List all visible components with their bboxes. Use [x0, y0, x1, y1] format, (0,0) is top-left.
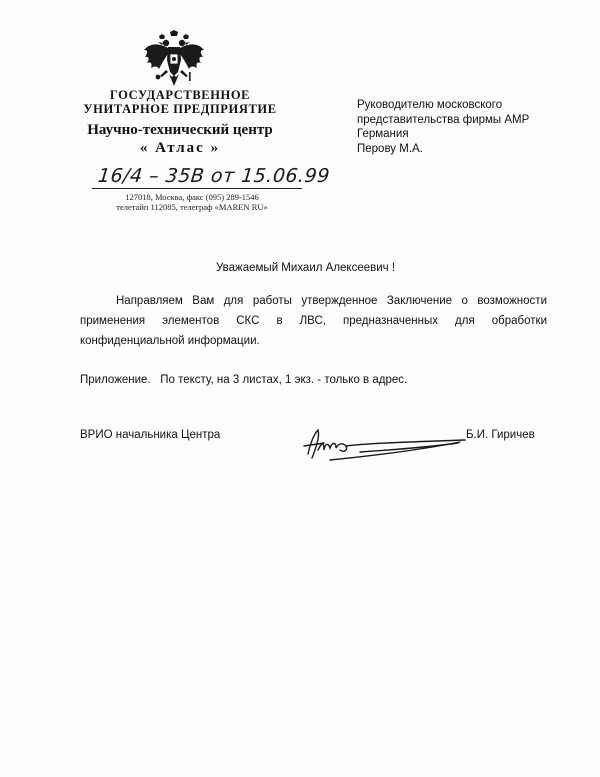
org-type-line2: УНИТАРНОЕ ПРЕДПРИЯТИЕ [83, 102, 277, 116]
recipient-line1: Руководителю московского [357, 99, 503, 111]
org-center-type: Научно-технический центр [87, 122, 273, 138]
eagle-emblem-icon [143, 30, 205, 88]
salutation: Уважаемый Михаил Алексеевич ! [216, 262, 396, 274]
signatory-name: Б.И. Гиричев [466, 429, 535, 441]
attachment-line: Приложение. По тексту, на 3 листах, 1 экз. - только в адрес. [80, 374, 408, 386]
recipient-line2: представительства фирмы АМР [357, 113, 530, 126]
org-address [92, 192, 292, 212]
registration-underline [92, 188, 302, 189]
signatory-title: ВРИО начальника Центра [80, 429, 221, 441]
address-line1: 127018, Москва, факс (095) 289-1546 [125, 192, 259, 202]
address-line2: телетайп 112085, телеграф «MAREN RU» [116, 202, 268, 212]
recipient-block [357, 98, 529, 156]
organization-block [70, 88, 290, 157]
letter-paragraph: Направляем Вам для работы утвержденное Заключение о возможности применения элементов СКС в ЛВС, предназначенных для обработки конфиденциальной информации. [80, 295, 547, 347]
org-center-name: « Атлас » [139, 140, 221, 156]
recipient-line4: Перову М.А. [357, 142, 423, 155]
handwritten-signature-icon [300, 420, 470, 470]
registration-number: 16/4 – 35В от 15.06.99 [96, 165, 331, 187]
recipient-line3: Германия [357, 128, 409, 140]
org-type-line1: ГОСУДАРСТВЕННОЕ [109, 88, 251, 102]
